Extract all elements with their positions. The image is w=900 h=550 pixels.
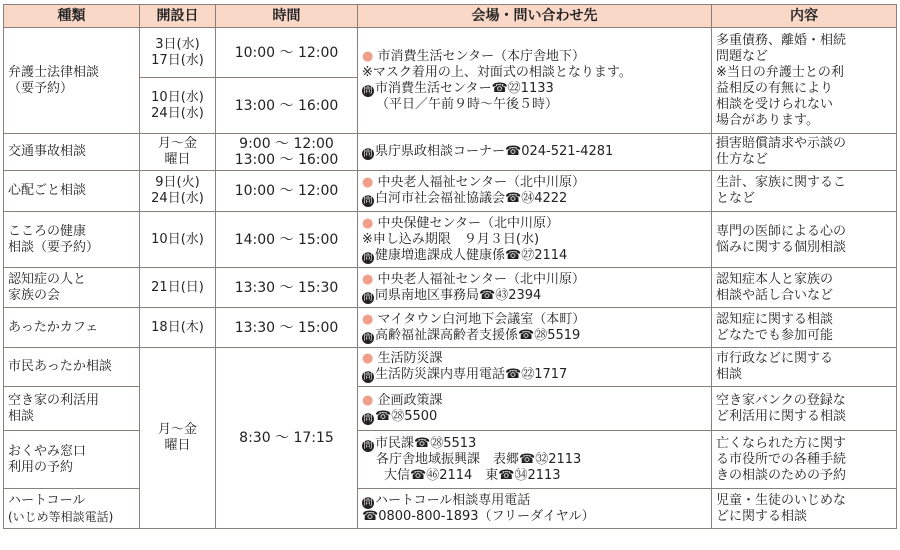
content-cell: [712, 489, 897, 529]
type-cell: [4, 134, 140, 171]
content-cell: [712, 431, 897, 489]
venue-cell: [358, 212, 712, 268]
date-text: 10日(水): [151, 231, 204, 247]
inquiry-mark-icon: 問: [363, 372, 373, 382]
contact-text: 高齢福祉課高齢者支援係☎㉘5519: [375, 327, 581, 343]
date-cell: [140, 78, 216, 134]
table-row: [4, 387, 897, 431]
venue-text: 企画政策課: [377, 392, 443, 408]
content-text: 生計、家族に関するこ: [716, 175, 847, 190]
inquiry-mark-icon: 問: [363, 292, 373, 303]
time-text: 14:00 ～ 15:00: [234, 231, 339, 248]
type-text: こころの健康: [8, 223, 87, 239]
bullet-dot-icon: ●: [362, 48, 374, 64]
type-cell: [4, 489, 140, 529]
content-text: 仕方など: [716, 152, 769, 167]
content-text: どに関する相談: [716, 508, 808, 524]
bullet-dot-icon: ●: [362, 392, 374, 408]
venue-text: 生活防災課: [377, 351, 443, 366]
table-row: [4, 28, 897, 78]
time-text: 13:30 ～ 15:30: [234, 279, 339, 296]
venue-cell: [358, 348, 712, 387]
content-cell: [712, 28, 897, 134]
type-cell: [4, 308, 140, 348]
header-content: 内容: [712, 5, 897, 28]
bullet-dot-icon: ●: [362, 215, 374, 231]
content-text: ど利活用に関する相談: [716, 408, 847, 424]
contact-text: ハートコール相談専用電話: [375, 492, 531, 508]
content-text: となど: [716, 191, 756, 206]
table-row: [4, 212, 897, 268]
time-text: 8:30 ～ 17:15: [239, 430, 334, 446]
content-text: 市行政などに関する: [716, 351, 834, 366]
venue-text: 中央保健センター（北中川原）: [377, 215, 559, 231]
phone-text: ☎0800-800-1893（フリーダイヤル）: [362, 508, 595, 524]
time-cell: [216, 171, 358, 212]
content-text: 児童・生徒のいじめな: [716, 492, 847, 508]
date-text: 24日(水): [151, 191, 204, 206]
content-text: 相談: [716, 367, 743, 382]
consultation-table: [3, 4, 897, 529]
inquiry-mark-icon: 問: [363, 196, 373, 206]
content-text: 問題など: [716, 48, 769, 64]
type-text: あったかカフェ: [8, 319, 99, 335]
contact-text: 健康増進課成人健康係☎㉗2114: [375, 247, 568, 263]
type-cell: [4, 171, 140, 212]
date-cell: [140, 28, 216, 78]
table-header-row: [4, 5, 897, 28]
type-text: 空き家の利活用: [8, 392, 100, 408]
type-text: (いじめ等相談電話): [8, 509, 114, 524]
content-text: きの相談のための予約: [716, 467, 847, 483]
date-text: 月～金: [157, 136, 197, 151]
bullet-dot-icon: ●: [362, 175, 374, 190]
header-time: 時間: [216, 5, 358, 28]
date-text: 17日(水): [151, 52, 204, 68]
type-text: 弁護士法律相談: [8, 64, 100, 80]
venue-text: 市消費生活センター（本庁舎地下）: [377, 48, 585, 64]
contact-text: 市消費生活センター☎㉒1133: [375, 80, 554, 96]
type-cell: [4, 431, 140, 489]
type-text: おくやみ窓口: [8, 443, 87, 459]
venue-text: 中央老人福祉センター（北中川原）: [377, 175, 585, 190]
inquiry-mark-icon: 問: [363, 440, 373, 451]
contact-hours-text: （平日／午前９時～午後５時）: [376, 96, 559, 112]
contact-text: ☎㉘5500: [375, 408, 438, 424]
date-cell: [140, 134, 216, 171]
contact-text: 県庁県政相談コーナー☎024-521-4281: [375, 144, 614, 159]
table-row: [4, 308, 897, 348]
type-text: 相談: [8, 408, 35, 424]
time-text: 9:00 ～ 12:00: [239, 136, 334, 152]
content-cell: [712, 134, 897, 171]
date-text: 曜日: [164, 152, 191, 167]
header-date: 開設日: [140, 5, 216, 28]
header-venue-contact: 会場・問い合わせ先: [358, 5, 712, 28]
content-text: 益相反の有無により: [716, 80, 834, 96]
time-text: 13:30 ～ 15:00: [234, 319, 339, 336]
date-text: 24日(水): [151, 105, 204, 121]
type-text: 交通事故相談: [8, 144, 87, 159]
date-text: 月～金: [157, 422, 197, 437]
contact-text: 白河市社会福祉協議会☎㉔4222: [375, 191, 568, 206]
time-text: 13:00 ～ 16:00: [234, 152, 339, 168]
date-text: 9日(火): [155, 175, 200, 190]
time-cell: [216, 348, 358, 529]
inquiry-mark-icon: 問: [363, 252, 373, 263]
date-text: 3日(水): [155, 36, 200, 52]
content-text: どなたでも参加可能: [716, 327, 834, 343]
type-text: 心配ごと相談: [8, 183, 87, 198]
venue-text: マイタウン白河地下会議室（本町）: [377, 311, 586, 327]
content-text: 相談や話し合いなど: [716, 287, 834, 303]
venue-cell: [358, 28, 712, 134]
contact-text: 市民課☎㉘5513: [375, 435, 477, 451]
content-text: 場合があります。: [716, 112, 819, 128]
venue-cell: [358, 268, 712, 308]
table-row: [4, 431, 897, 489]
venue-text: 中央老人福祉センター（北中川原）: [377, 271, 585, 287]
time-cell: [216, 212, 358, 268]
contact-text: 各庁舎地域振興課 表郷☎㉜2113: [376, 451, 582, 467]
time-text: 10:00 ～ 12:00: [234, 44, 339, 61]
time-cell: [216, 268, 358, 308]
table-row: [4, 268, 897, 308]
inquiry-mark-icon: 問: [363, 497, 373, 508]
table-row: [4, 171, 897, 212]
content-text: 悩みに関する個別相談: [716, 239, 847, 255]
time-cell: [216, 134, 358, 171]
date-cell: [140, 212, 216, 268]
time-cell: [216, 78, 358, 134]
content-text: る市役所での各種手続: [716, 451, 847, 467]
type-text: 家族の会: [8, 287, 61, 303]
content-text: 多重債務、離婚・相続: [716, 32, 847, 48]
table-row: [4, 489, 897, 529]
date-text: 18日(木): [151, 319, 204, 335]
venue-cell: [358, 134, 712, 171]
time-text: 13:00 ～ 16:00: [234, 97, 339, 114]
content-text: 空き家バンクの登録な: [716, 392, 846, 408]
content-text: ※当日の弁護士との利: [716, 64, 844, 80]
table-row: [4, 134, 897, 171]
contact-text: 生活防災課内専用電話☎㉒1717: [375, 367, 568, 382]
content-cell: [712, 268, 897, 308]
bullet-dot-icon: ●: [362, 311, 374, 327]
content-cell: [712, 171, 897, 212]
type-cell: [4, 387, 140, 431]
inquiry-mark-icon: 問: [363, 332, 373, 343]
content-text: 亡くなられた方に関す: [716, 435, 847, 451]
inquiry-mark-icon: 問: [363, 413, 373, 424]
content-text: 認知症本人と家族の: [716, 271, 834, 287]
date-cell: [140, 348, 216, 529]
content-text: 損害賠償請求や示談の: [716, 136, 847, 151]
venue-cell: [358, 387, 712, 431]
date-cell: [140, 268, 216, 308]
content-text: 専門の医師による心の: [716, 223, 847, 239]
time-cell: [216, 28, 358, 78]
type-cell: [4, 348, 140, 387]
venue-cell: [358, 171, 712, 212]
date-cell: [140, 308, 216, 348]
date-text: 曜日: [164, 438, 191, 453]
venue-cell: [358, 489, 712, 529]
content-text: 認知症に関する相談: [716, 311, 834, 327]
type-text: 相談（要予約）: [8, 239, 100, 255]
note-text: ※申し込み期限 ９月３日(水): [362, 231, 540, 247]
table-row: [4, 348, 897, 387]
bullet-dot-icon: ●: [362, 351, 374, 366]
type-text: 認知症の人と: [8, 271, 87, 287]
type-text: 利用の予約: [8, 459, 74, 475]
time-text: 10:00 ～ 12:00: [234, 183, 339, 199]
venue-cell: [358, 308, 712, 348]
header-type: 種類: [4, 5, 140, 28]
content-cell: [712, 387, 897, 431]
content-text: 相談を受けられない: [716, 96, 834, 112]
type-cell: [4, 268, 140, 308]
type-text: ハートコール: [8, 492, 86, 508]
type-cell: [4, 212, 140, 268]
contact-text: 大信☎㊻2114 東☎㉞2113: [384, 467, 561, 483]
note-text: ※マスク着用の上、対面式の相談となります。: [362, 64, 632, 80]
inquiry-mark-icon: 問: [363, 149, 373, 159]
time-cell: [216, 308, 358, 348]
type-cell: [4, 28, 140, 134]
content-cell: [712, 348, 897, 387]
inquiry-mark-icon: 問: [363, 85, 373, 96]
type-text: 市民あったか相談: [8, 359, 112, 374]
date-text: 21日(日): [151, 279, 204, 295]
content-cell: [712, 308, 897, 348]
bullet-dot-icon: ●: [362, 271, 374, 287]
date-text: 10日(水): [151, 89, 204, 105]
content-cell: [712, 212, 897, 268]
venue-cell: [358, 431, 712, 489]
contact-text: 同県南地区事務局☎㊸2394: [375, 287, 542, 303]
type-text: （要予約）: [8, 80, 74, 96]
date-cell: [140, 171, 216, 212]
